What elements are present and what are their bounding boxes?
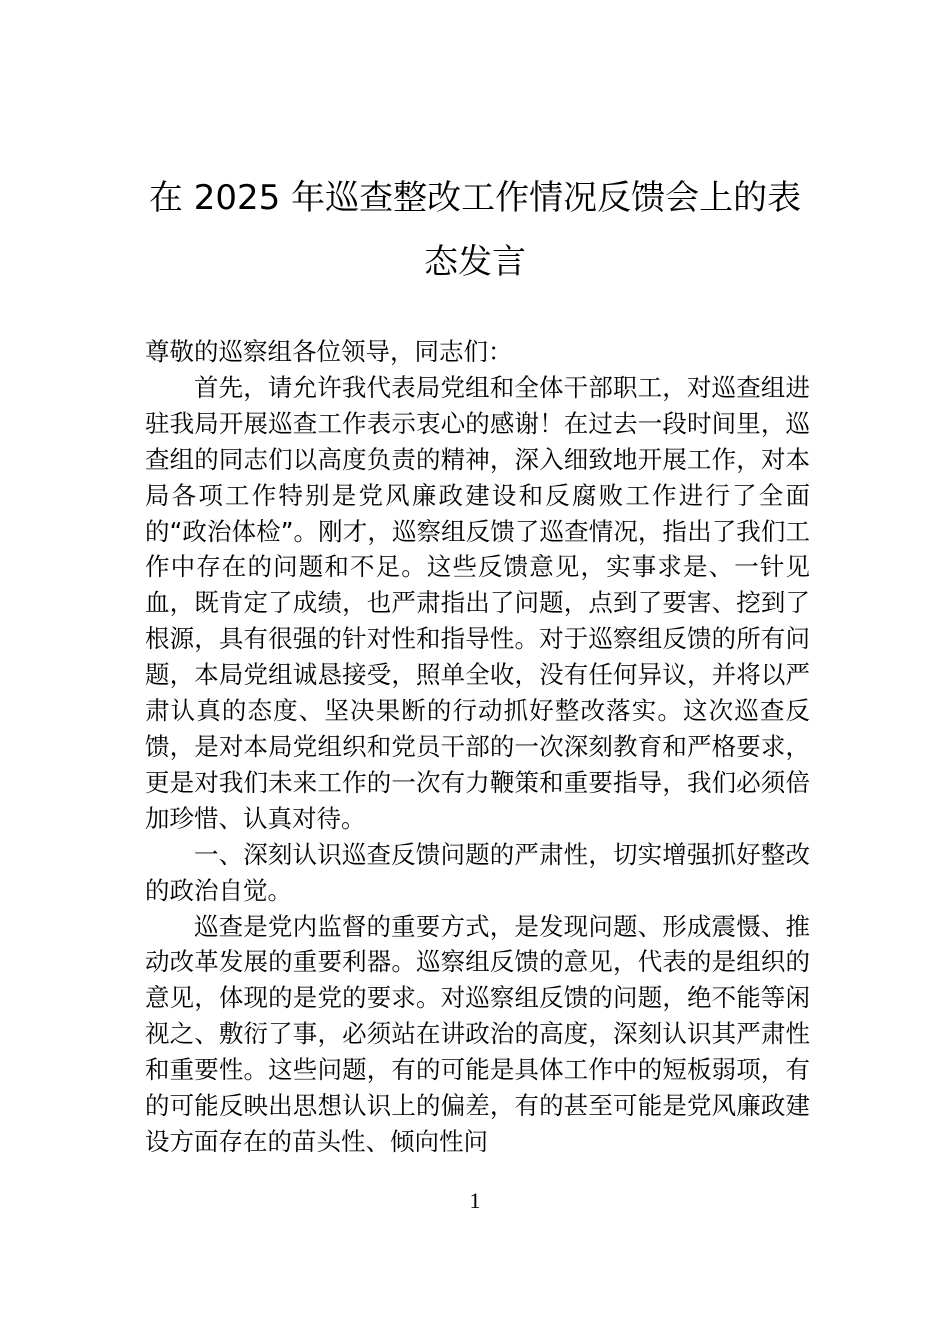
page-number: 1	[469, 1188, 481, 1213]
paragraph-intro: 首先，请允许我代表局党组和全体干部职工，对巡查组进驻我局开展巡查工作表示衷心的感谢！在过去一段时间里，巡查组的同志们以高度负责的精神，深入细致地开展工作，对本局各项工作特别是党风廉政建设和反腐败工作进行了全面的“政治体检”。刚才，巡察组反馈了巡查情况，指出了我们工作中存在的问题和不足。这些反馈意见，实事求是、一针见血，既肯定了成绩，也严肃指出了问题，点到了要害、挖到了根源，具有很强的针对性和指导性。对于巡察组反馈的所有问题，本局党组诚恳接受，照单全收，没有任何异议，并将以严肃认真的态度、坚决果断的行动抓好整改落实。这次巡查反馈，是对本局党组织和党员干部的一次深刻教育和严格要求，更是对我们未来工作的一次有力鞭策和重要指导，我们必须倍加珍惜、认真对待。	[145, 372, 810, 833]
document-title: 在 2025 年巡查整改工作情况反馈会上的表态发言	[148, 178, 802, 282]
salutation: 尊敬的巡察组各位领导，同志们：	[145, 337, 513, 366]
document-body	[145, 334, 810, 1160]
section-heading-1: 一、深刻认识巡查反馈问题的严肃性，切实增强抓好整改的政治自觉。	[145, 839, 810, 905]
paragraph-section-1: 巡查是党内监督的重要方式，是发现问题、形成震慑、推动改革发展的重要利器。巡察组反馈的意见，代表的是组织的意见，体现的是党的要求。对巡察组反馈的问题，绝不能等闲视之、敷衍了事，必须站在讲政治的高度，深刻认识其严肃性和重要性。这些问题，有的可能是具体工作中的短板弱项，有的可能反映出思想认识上的偏差，有的甚至可能是党风廉政建设方面存在的苗头性、倾向性问	[145, 911, 810, 1156]
